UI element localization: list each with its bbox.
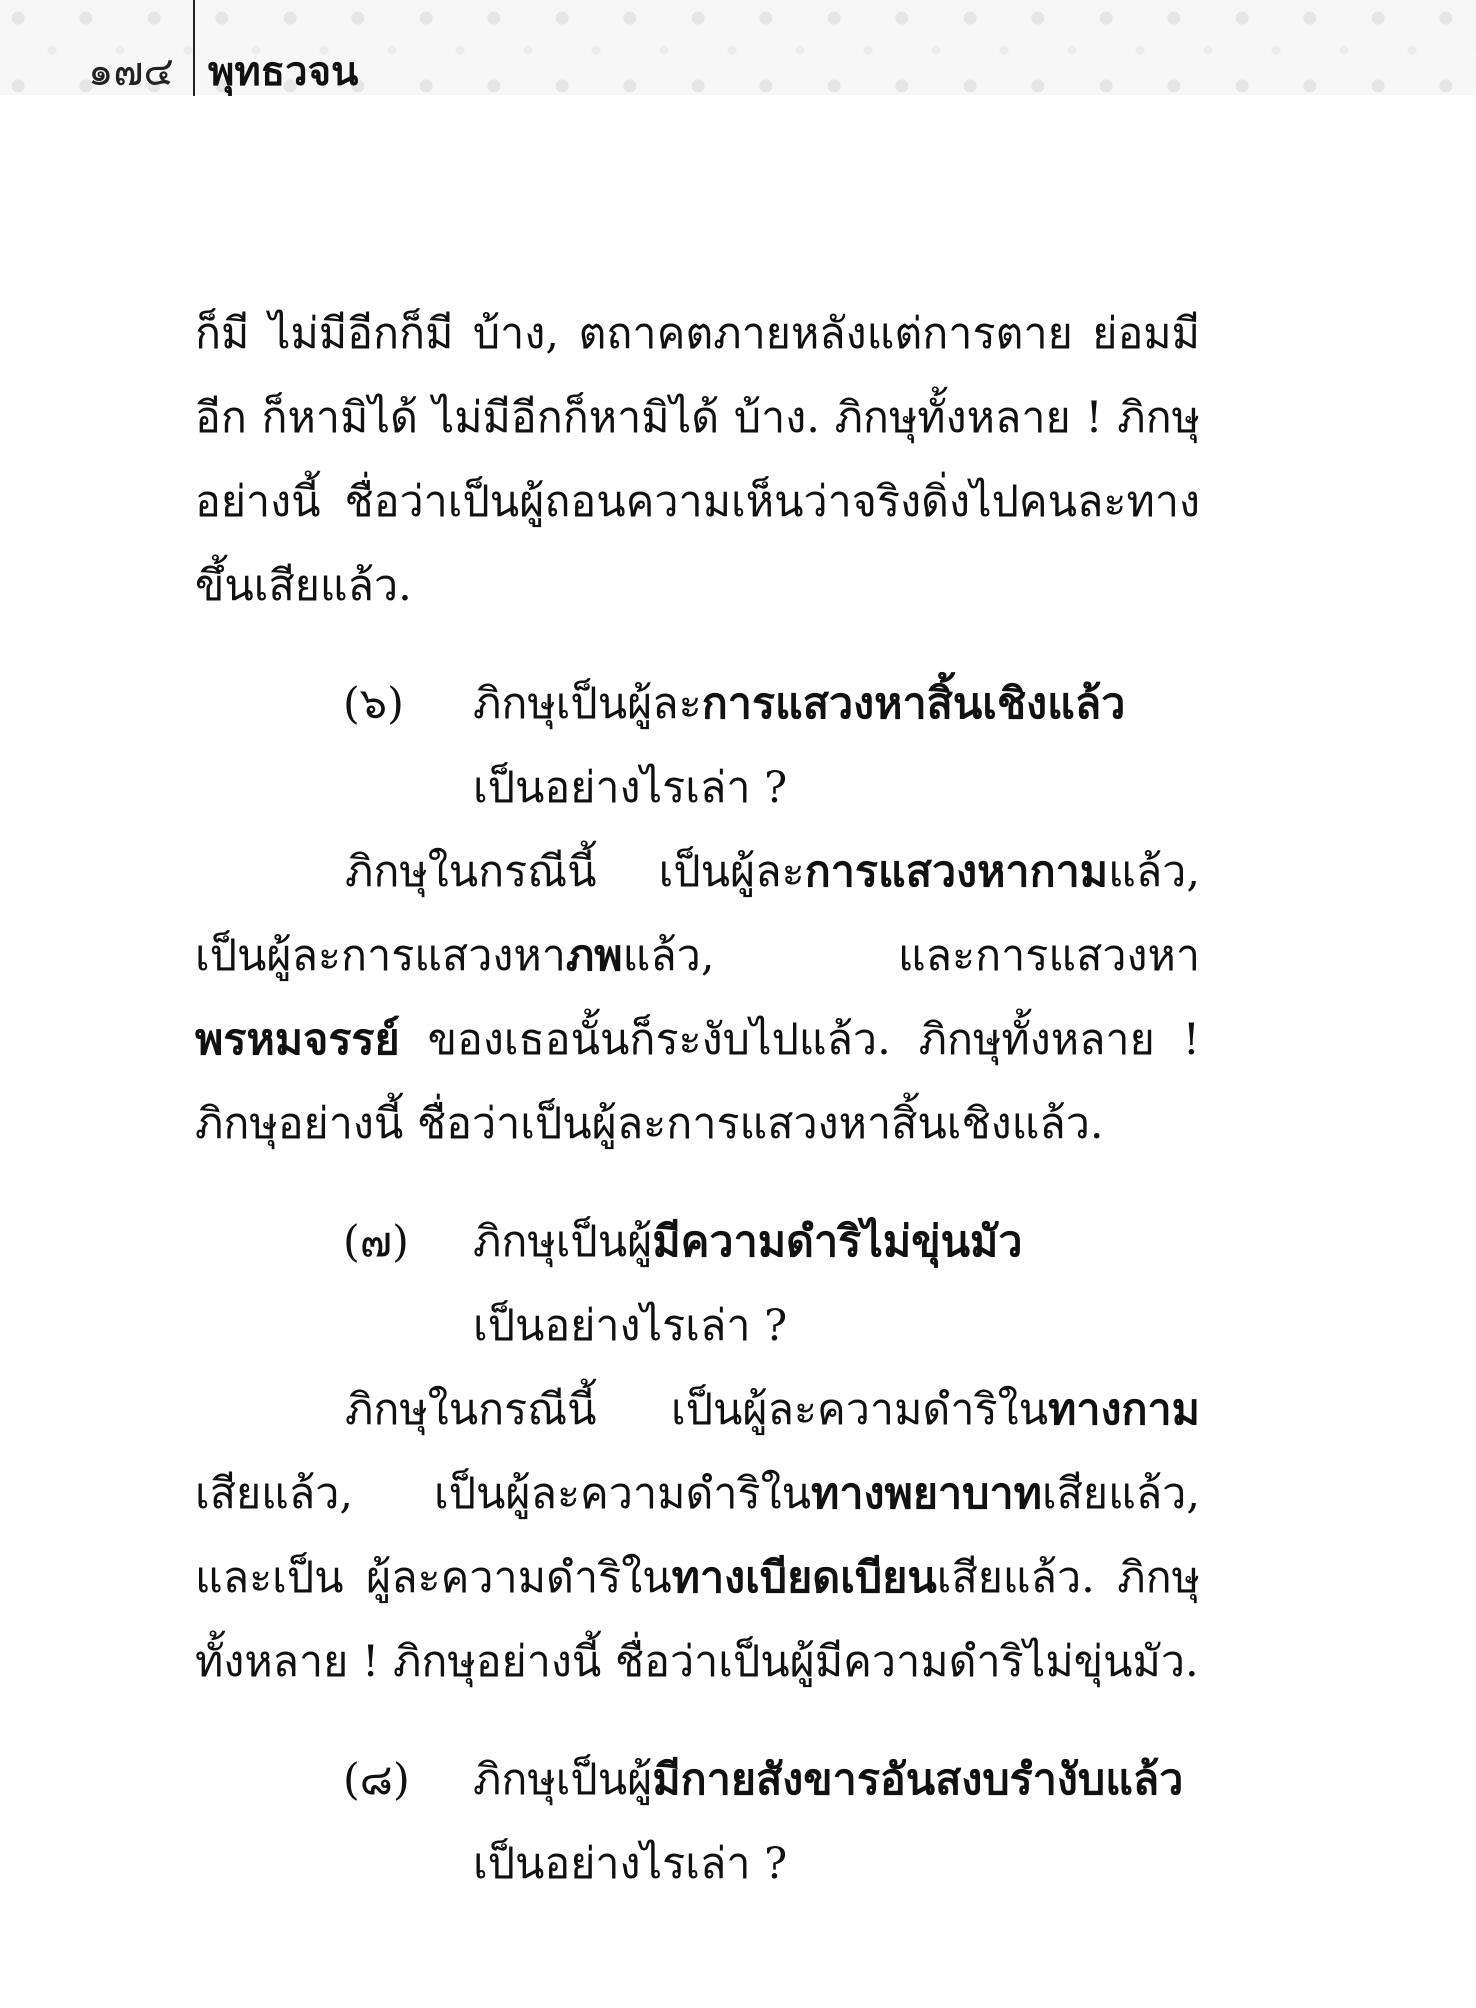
item-6-question: เป็นอย่างไรเล่า ? [473,763,788,813]
item-8-heading [195,1738,1200,1906]
p3-segment-4: เสียแล้ว. ภิกษุทั้งหลาย ! ภิกษุอย่างนี้ ชื่อว่าเป็นผู้มีความดำริไม่ขุ่นมัว. [195,1553,1200,1687]
p3-bold-3: ทางเบียดเบียน [671,1553,937,1603]
p2-bold-2: ภพ [565,931,623,981]
paragraph-3 [195,1368,1200,1704]
page-body [195,292,1200,1906]
item-7-question: เป็นอย่างไรเล่า ? [473,1301,788,1351]
page-number: ๑๗๔ [88,49,174,95]
item-7-lead: ภิกษุเป็นผู้ [473,1217,653,1267]
item-6-number: (๖) [343,679,404,729]
item-8-lead: ภิกษุเป็นผู้ [473,1755,653,1805]
p2-segment-1: ภิกษุในกรณีนี้ เป็นผู้ละ [345,847,805,897]
item-6-lead: ภิกษุเป็นผู้ละ [473,679,702,729]
paragraph-1: ก็มี ไม่มีอีกก็มี บ้าง, ตถาคตภายหลังแต่การตาย ย่อมมีอีก ก็หามิได้ ไม่มีอีกก็หามิได้ บ้าง. ภิกษุทั้งหลาย ! ภิกษุ อย่างนี้ ชื่อว่าเป็นผู้ถอนความเห็นว่าจริงดิ่งไปคนละทาง ขึ้นเสียแล้ว. [195,309,1200,611]
item-8-bold: มีกายสังขารอันสงบรำงับแล้ว [652,1755,1184,1805]
item-6-heading [195,662,1200,830]
item-7-text [473,1200,1200,1368]
running-title: พุทธวจน [208,48,359,95]
item-7-bold: มีความดำริไม่ขุ่นมัว [652,1217,1023,1267]
item-8-number: (๘) [343,1755,410,1805]
p2-bold-1: การแสวงหากาม [804,847,1109,897]
p3-segment-3: เสียแล้ว, และเป็น ผู้ละความดำริใน [195,1469,1200,1603]
header-divider [193,0,195,96]
item-7-number: (๗) [343,1217,409,1267]
p3-segment-2: เสียแล้ว, เป็นผู้ละความดำริใน [195,1469,811,1519]
p3-bold-1: ทางกาม [1047,1385,1200,1435]
item-6-bold: การแสวงหาสิ้นเชิงแล้ว [701,679,1126,729]
item-8-text [473,1738,1200,1906]
p2-segment-3: แล้ว, และการแสวงหา [622,931,1200,981]
item-7-heading [195,1200,1200,1368]
paragraph-2 [195,830,1200,1166]
p2-segment-2: แล้ว, เป็นผู้ละการแสวงหา [195,847,1200,981]
p3-segment-1: ภิกษุในกรณีนี้ เป็นผู้ละความดำริใน [345,1385,1048,1435]
item-8-question: เป็นอย่างไรเล่า ? [473,1839,788,1889]
item-6-text [473,662,1200,830]
p2-bold-3: พรหมจรรย์ [195,1015,400,1065]
p2-segment-4: ของเธอนั้นก็ระงับไปแล้ว. ภิกษุทั้งหลาย ! ภิกษุอย่างนี้ ชื่อว่าเป็นผู้ละการแสวงหาสิ้นเชิงแล้ว. [195,1015,1200,1149]
p3-bold-2: ทางพยาบาท [811,1469,1042,1519]
